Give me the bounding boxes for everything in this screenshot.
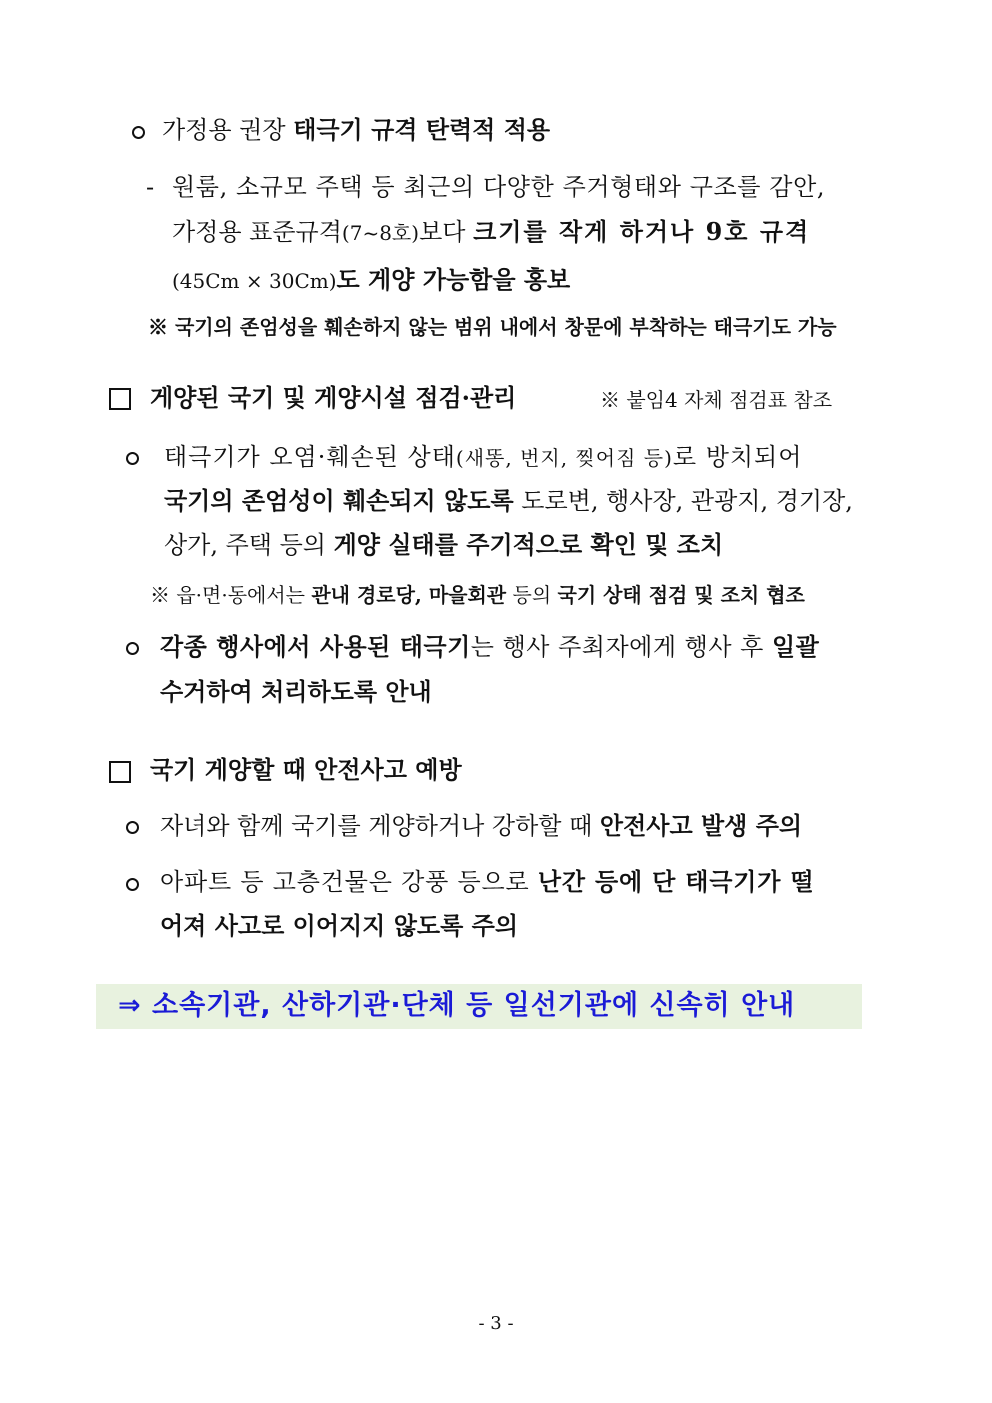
bullet-item-line3 (164, 528, 723, 562)
heading-note: ※ 붙임4 자체 점검표 참조 (600, 388, 833, 412)
text: 등의 (506, 583, 558, 607)
bullet-item-line1 (164, 440, 802, 474)
text: 도로변, 행사장, 관광지, 경기장, (513, 487, 853, 515)
note-line (150, 580, 805, 610)
bullet-circle-icon (126, 642, 139, 655)
text: 가정용 권장 (162, 116, 294, 144)
section-heading: 국기 게양할 때 안전사고 예방 (150, 755, 462, 784)
text: 보다 (419, 218, 474, 246)
text-bold: 난간 등에 단 태극기가 떨 (537, 867, 815, 896)
text-bold: 태극기 규격 탄력적 적용 (293, 115, 551, 144)
text-bold: 안전사고 발생 주의 (599, 811, 803, 840)
page-number: - 3 - (478, 1313, 514, 1334)
text: 태극기가 오염·훼손된 상태 (164, 443, 456, 471)
text-small: (새똥, 번지, 찢어짐 등) (455, 446, 673, 470)
bullet-circle-icon (126, 821, 139, 834)
text: 자녀와 함께 국기를 게양하거나 강하할 때 (160, 812, 600, 840)
text: 로 방치되어 (672, 443, 803, 471)
text-bold: 게양 실태를 주기적으로 확인 및 조치 (333, 530, 724, 559)
text-small: (7~8호) (341, 221, 420, 245)
text-bold: 일괄 (771, 632, 820, 661)
dash-item-line2 (172, 215, 810, 249)
bullet-item-line2: 수거하여 처리하도록 안내 (160, 677, 432, 706)
note-line: ※ 국기의 존엄성을 훼손하지 않는 범위 내에서 창문에 부착하는 태극기도 가능 (148, 315, 837, 339)
text-bold: 국기의 존엄성이 훼손되지 않도록 (164, 486, 514, 515)
text-bold: 각종 행사에서 사용된 태극기 (160, 632, 471, 661)
bullet-circle-icon (126, 452, 139, 465)
bullet-item-line1 (160, 809, 802, 843)
heading-square-icon (109, 761, 131, 783)
text-bold: 국기 상태 점검 및 조치 협조 (557, 583, 805, 607)
text: 가정용 표준규격 (172, 218, 342, 246)
bullet-circle-icon (126, 878, 139, 891)
section-heading: 게양된 국기 및 게양시설 점검·관리 (150, 383, 517, 412)
text-bold: 크기를 작게 하거나 9호 규격 (473, 217, 811, 246)
text: ※ 읍·면·동에서는 (150, 583, 312, 607)
bullet-item-line1 (160, 865, 814, 899)
highlight-text: ⇒ 소속기관, 산하기관·단체 등 일선기관에 신속히 안내 (118, 990, 796, 1021)
text: 는 행사 주최자에게 행사 후 (470, 633, 772, 661)
dash-item-line1: 원룸, 소규모 주택 등 최근의 다양한 주거형태와 구조를 감안, (172, 173, 826, 201)
text: 상가, 주택 등의 (164, 531, 334, 559)
bullet-item-flag-size (162, 113, 550, 147)
dash-marker: - (146, 173, 155, 201)
bullet-item-line1 (160, 630, 819, 664)
text-bold: 관내 경로당, 마을회관 (311, 583, 507, 607)
text-bold: 도 게양 가능함을 홍보 (336, 265, 571, 294)
text-small: (45Cm × 30Cm) (172, 269, 337, 293)
bullet-item-line2: 어져 사고로 이어지지 않도록 주의 (160, 911, 518, 940)
text: 아파트 등 고층건물은 강풍 등으로 (160, 868, 538, 896)
bullet-item-line2 (164, 484, 853, 518)
heading-square-icon (109, 388, 131, 410)
bullet-circle-icon (132, 126, 145, 139)
dash-item-line3 (172, 263, 570, 297)
